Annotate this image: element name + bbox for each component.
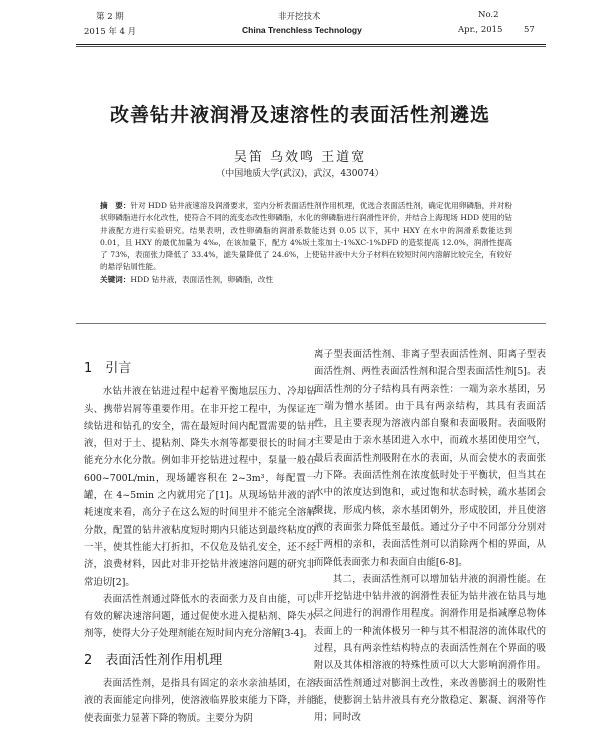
article-affiliation: （中国地质大学(武汉)，武汉，430074）: [216, 169, 384, 179]
header-date-en: Apr., 2015: [458, 25, 503, 35]
section-2-heading: 2 表面活性剂作用机理: [84, 652, 223, 668]
abstract-text: 针对 HDD 钻井液速溶及润滑要求，室内分析表面活性剂作用机理，优选合表面活性剂，确定优用卵磷脂，并对粉状卵磷脂进行水化改性，使符合不同的流变态改性卵磷脂，水化的卵磷脂进行润滑性评价，并结合上海现场 HDD 使用的钻井液配方进行实验研究。结果表明，改性卵磷脂的润滑系数能达到 0.05 以下，其中 HXY 在水中的润滑系数能达到 0.01，且 HXY 的最优加量为 4‰，在该加量下，配方 4%坂土浆加土-1%XC-1%DFD 的造浆提高 12.0%，润滑性提高了 73%，表面张力降低了 33.4%，滤失量降低了 24.6%，上使钻井液中大分子材料在较短时间内溶解比较完全，有较好的悬浮钻屑性能。: [100, 201, 513, 272]
header-rule: [76, 44, 546, 45]
header-journal-cn: 非开挖技术: [278, 12, 321, 22]
right-column: [314, 346, 546, 727]
header-date: 2015 年 4 月: [84, 27, 137, 37]
section-1-paragraph-1: 水钻井液在钻进过程中起着平衡地层压力、冷却钻头、携带岩屑等重要作用。在非开挖工程中，为保证连续钻进和钻孔的安全，需在最短时间内配置需要的钻井液，但对于土、提粘剂、降失水剂等都要很长的时间才能充分水化分散。例如非开挖钻进过程中，泵量一般在 600~700L/min，现场罐容积在 2~3m³，每配置一罐，在 4~5min 之内就用完了[1]。从现场钻井液的消耗速度来看，高分子在这么短的时间里并不能完全溶解分散，配置的钻井液粘度短时期内只能达到最终粘度的一半，使其性能大打折扣，不仅危及钻孔安全，还不经济，浪费材料，因此对非开挖钻井液速溶问题的研究非常迫切[2]。: [84, 386, 316, 588]
section-2-paragraph-1: 表面活性剂，是指具有固定的亲水亲油基团，在溶液的表面能定向排列，使溶液临界胶束能力下降，并能使表面张力显著下降的物质。主要分为阴: [84, 678, 316, 724]
article-authors: 吴笛 乌效鸣 王道宽: [233, 150, 367, 165]
right-paragraph-2: 其二，表面活性剂可以增加钻井液的润滑性能。在非开挖钻进中钻井液的润滑性表征为钻井液在钻具与地层之间进行的润滑作用程度。润滑作用是指减摩总物体表面上的一种流体极另一种与其不相混溶的流体取代的过程，具有两亲性结构特点的表面活性剂在个界面的吸附以及其体相溶液的特殊性质可以大大影响润滑作用。表面活性剂通过对膨润土改性，来改善膨润土的吸附性能，使膨润土钻井液具有充分散稳定、絮凝、润滑等作用；同时改: [314, 573, 546, 724]
header-issue: 第 2 期: [96, 12, 124, 22]
right-paragraph-1: 离子型表面活性剂、非离子型表面活性剂、阳离子型表面活性剂、两性表面活性剂和混合型表面活性剂[5]。表面活性剂的分子结构具有两亲性：一端为亲水基团，另一端为憎水基团。由于具有两亲结构，其具有表面活性，且主要表现为溶液内部自聚和表面吸附。表面吸附主要是由于亲水基团进入水中，而疏水基团使用空气，最后表面活性剂吸附在水的表面，从而会使水的表面张力下降。表面活性剂在浓度低时处于平衡状，但当其在水中的浓度达到饱和，或过饱和状态时候，疏水基团会聚拢，形成内核，亲水基团朝外，形成胶团，并且使溶液的表面张力降低至最低。通过分子中不同部分分别对于两相的亲和，表面活性剂可以消除两个相的界面，从而降低表面张力和表面自由能[6-8]。: [314, 349, 546, 568]
header-journal-en: China Trenchless Technology: [242, 25, 362, 35]
article-title: 改善钻井液润滑及速溶性的表面活性剂遴选: [109, 104, 490, 126]
header-issue-no: No.2: [478, 10, 499, 20]
left-column: [84, 360, 316, 727]
abstract-paragraph: [100, 200, 512, 274]
abstract-block: [100, 200, 512, 286]
keywords-text: HDD 钻井液，表面活性剂，卵磷脂，改性: [130, 274, 274, 284]
abstract-separator: [76, 323, 546, 324]
keywords-label: 关键词：: [100, 274, 131, 284]
keywords-line: [100, 274, 512, 286]
section-1-paragraph-2: 表面活性剂通过降低水的表面张力及自由能，可以有效的解决速溶问题，通过促使水进入提粘剂、降失水剂等，使得大分子处理剂能在短时间内充分溶解[3-4]。: [84, 593, 316, 640]
section-1-heading: 1 引言: [84, 361, 132, 376]
header-page-number: 57: [524, 25, 535, 35]
header-rule-thin: [76, 46, 546, 47]
abstract-label: 摘 要：: [100, 201, 131, 210]
